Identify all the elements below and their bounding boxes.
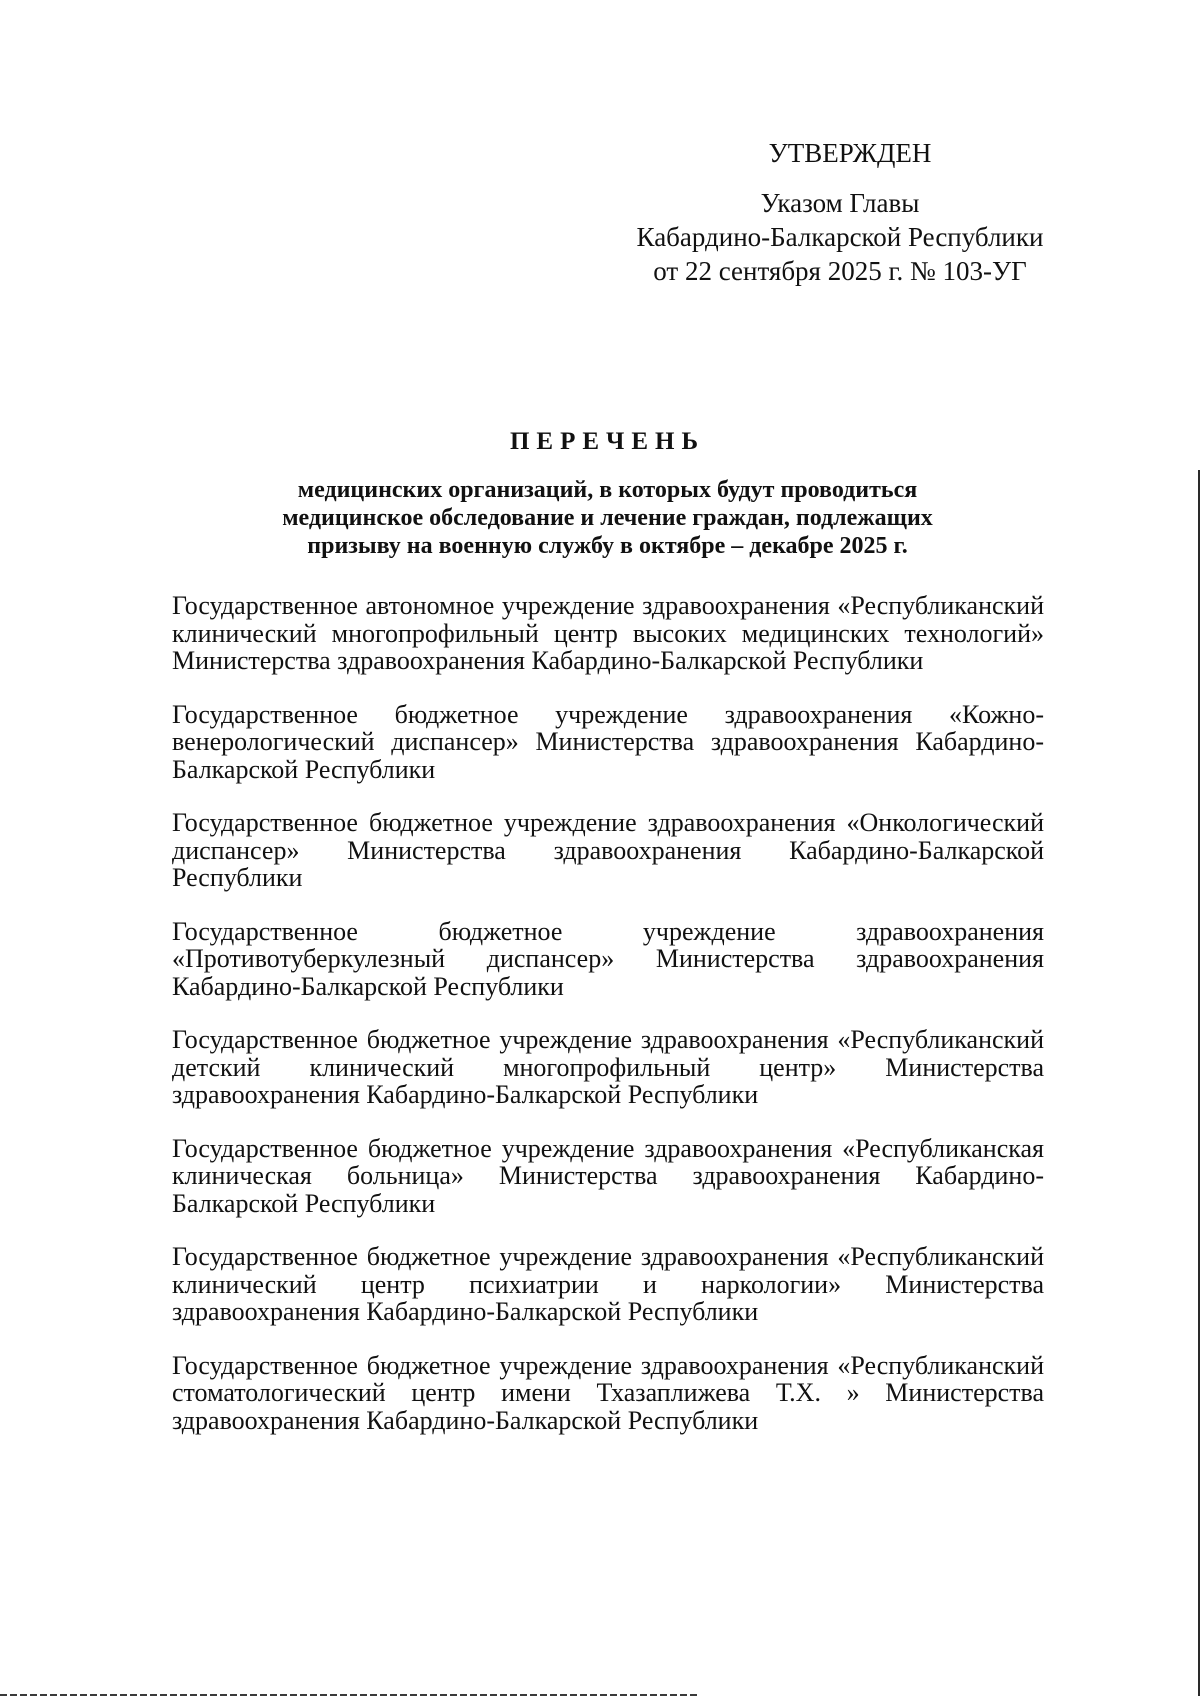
organization-item: Государственное бюджетное учреждение здравоохранения «Республиканская клиническая больница» Министерства здравоохранения Кабардино-Балкарской Республики	[172, 1133, 1044, 1218]
approval-line-decree: Указом Главы	[760, 188, 920, 218]
organization-list	[172, 592, 1044, 1434]
organization-item: Государственное бюджетное учреждение здравоохранения «Кожно-венерологический диспансер» Министерства здравоохранения Кабардино-Балкарской Республики	[172, 699, 1044, 784]
document-title: ПЕРЕЧЕНЬ	[509, 428, 706, 455]
organization-item: Государственное бюджетное учреждение здравоохранения «Республиканский клинический центр психиатрии и наркологии» Министерства здравоохранения Кабардино-Балкарской Республики	[172, 1242, 1044, 1326]
approval-line-date: от 22 сентября 2025 г. № 103-УГ	[653, 256, 1027, 286]
organization-item: Государственное бюджетное учреждение здравоохранения «Онкологический диспансер» Министерства здравоохранения Кабардино-Балкарской Республики	[172, 808, 1044, 892]
subtitle-line: медицинское обследование и лечение граждан, подлежащих	[282, 505, 933, 531]
approval-block	[600, 136, 1080, 288]
organization-item: Государственное автономное учреждение здравоохранения «Республиканский клинический многопрофильный центр высоких медицинских технологий» Министерства здравоохранения Кабардино-Балкарской Республики	[172, 591, 1044, 675]
document-subtitle	[170, 476, 1045, 560]
subtitle-line: призыву на военную службу в октябре – декабре 2025 г.	[307, 533, 908, 559]
approval-heading: УТВЕРЖДЕН	[768, 138, 932, 168]
organization-item: Государственное бюджетное учреждение здравоохранения «Республиканский детский клинический многопрофильный центр» Министерства здравоохранения Кабардино-Балкарской Республики	[172, 1025, 1044, 1109]
subtitle-line: медицинских организаций, в которых будут проводиться	[297, 477, 918, 503]
organization-item: Государственное бюджетное учреждение здравоохранения «Противотуберкулезный диспансер» Министерства здравоохранения Кабардино-Балкарской Республики	[172, 916, 1044, 1001]
organization-item: Государственное бюджетное учреждение здравоохранения «Республиканский стоматологический центр имени Тхазаплижева Т.Х. » Министерства здравоохранения Кабардино-Балкарской Республики	[172, 1350, 1044, 1435]
approval-line-republic: Кабардино-Балкарской Республики	[636, 222, 1044, 252]
